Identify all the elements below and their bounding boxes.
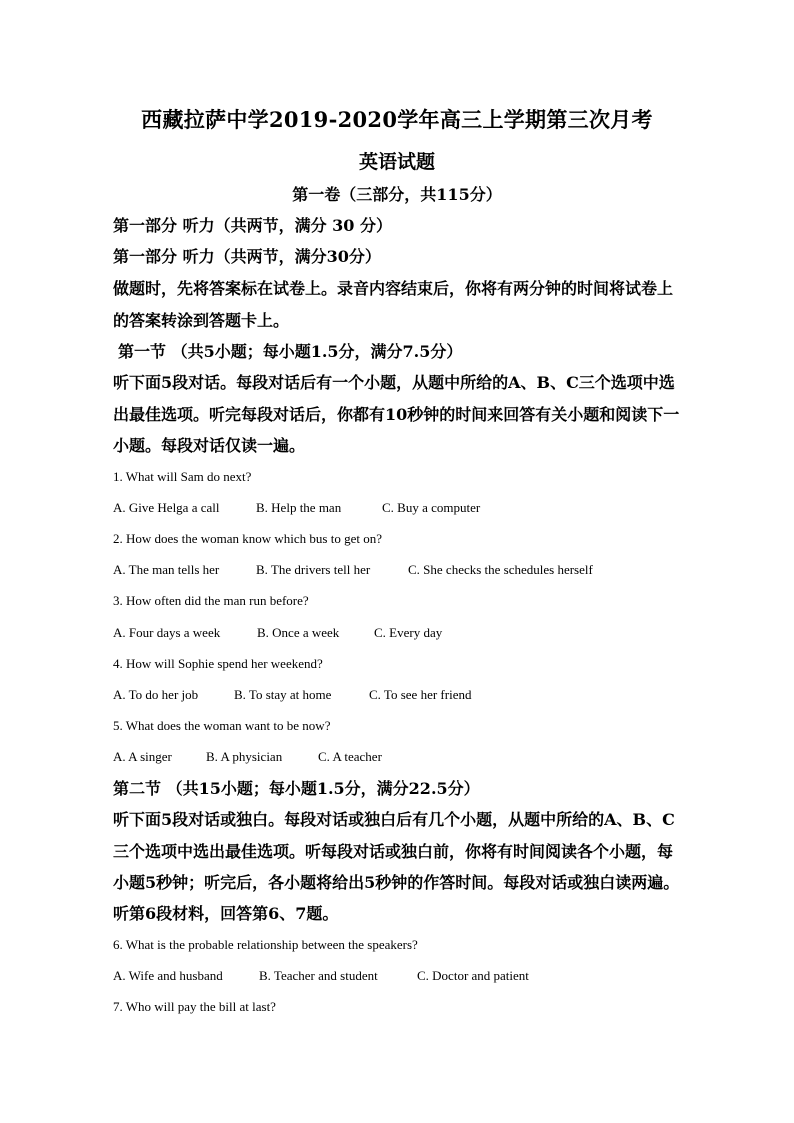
question-text: 5. What does the woman want to be now? <box>113 718 331 733</box>
option-b: B. A physician <box>206 749 283 764</box>
option-a: A. Wife and husband <box>113 968 223 983</box>
option-a: A. To do her job <box>113 687 199 702</box>
section1-instruction-line: 听下面5段对话。每段对话后有一个小题，从题中所给的A、B、C三个选项中选 <box>113 373 675 392</box>
part1-instruction-line: 的答案转涂到答题卡上。 <box>113 311 290 330</box>
option-b: B. To stay at home <box>234 687 332 702</box>
option-c: C. To see her friend <box>369 687 472 702</box>
part1-heading-repeat: 第一部分 听力（共两节，满分30分） <box>113 247 381 266</box>
option-a: A. A singer <box>113 749 172 764</box>
option-c: C. A teacher <box>318 749 382 764</box>
exam-title: 西藏拉萨中学2019-2020学年高三上学期第三次月考 <box>141 107 653 132</box>
option-b: B. The drivers tell her <box>256 562 371 577</box>
question-text: 1. What will Sam do next? <box>113 469 252 484</box>
question-text: 2. How does the woman know which bus to get on? <box>113 531 382 546</box>
option-b: B. Help the man <box>256 500 342 515</box>
part1-heading: 第一部分 听力（共两节，满分 30 分） <box>113 216 392 235</box>
question-text: 3. How often did the man run before? <box>113 593 309 608</box>
part1-instruction-line: 做题时，先将答案标在试卷上。录音内容结束后，你将有两分钟的时间将试卷上 <box>113 279 674 298</box>
option-b: B. Teacher and student <box>259 968 378 983</box>
option-a: A. Four days a week <box>113 625 221 640</box>
option-a: A. Give Helga a call <box>113 500 220 515</box>
section1-heading: 第一节 （共5小题；每小题1.5分，满分7.5分） <box>118 342 463 361</box>
subject-title: 英语试题 <box>358 151 435 173</box>
section1-instruction-line: 出最佳选项。听完每段对话后，你都有10秒钟的时间来回答有关小题和阅读下一 <box>113 405 680 424</box>
question-text: 7. Who will pay the bill at last? <box>113 999 276 1014</box>
option-c: C. She checks the schedules herself <box>408 562 593 577</box>
section2-instruction-line: 三个选项中选出最佳选项。听每段对话或独白前，你将有时间阅读各个小题，每 <box>113 842 674 861</box>
option-c: C. Buy a computer <box>382 500 481 515</box>
question-text: 4. How will Sophie spend her weekend? <box>113 656 323 671</box>
section2-instruction-line: 听下面5段对话或独白。每段对话或独白后有几个小题，从题中所给的A、B、C <box>113 810 675 829</box>
volume-heading: 第一卷（三部分，共115分） <box>292 185 502 204</box>
option-a: A. The man tells her <box>113 562 220 577</box>
section1-instruction-line: 小题。每段对话仅读一遍。 <box>113 436 306 455</box>
section2-instruction-line: 小题5秒钟；听完后，各小题将给出5秒钟的作答时间。每段对话或独白读两遍。 <box>113 873 680 892</box>
option-b: B. Once a week <box>257 625 340 640</box>
option-c: C. Every day <box>374 625 443 640</box>
option-c: C. Doctor and patient <box>417 968 529 983</box>
section2-heading: 第二节 （共15小题；每小题1.5分，满分22.5分） <box>113 779 480 798</box>
section2-instruction-line: 听第6段材料，回答第6、7题。 <box>113 904 339 923</box>
question-text: 6. What is the probable relationship between the speakers? <box>113 937 418 952</box>
